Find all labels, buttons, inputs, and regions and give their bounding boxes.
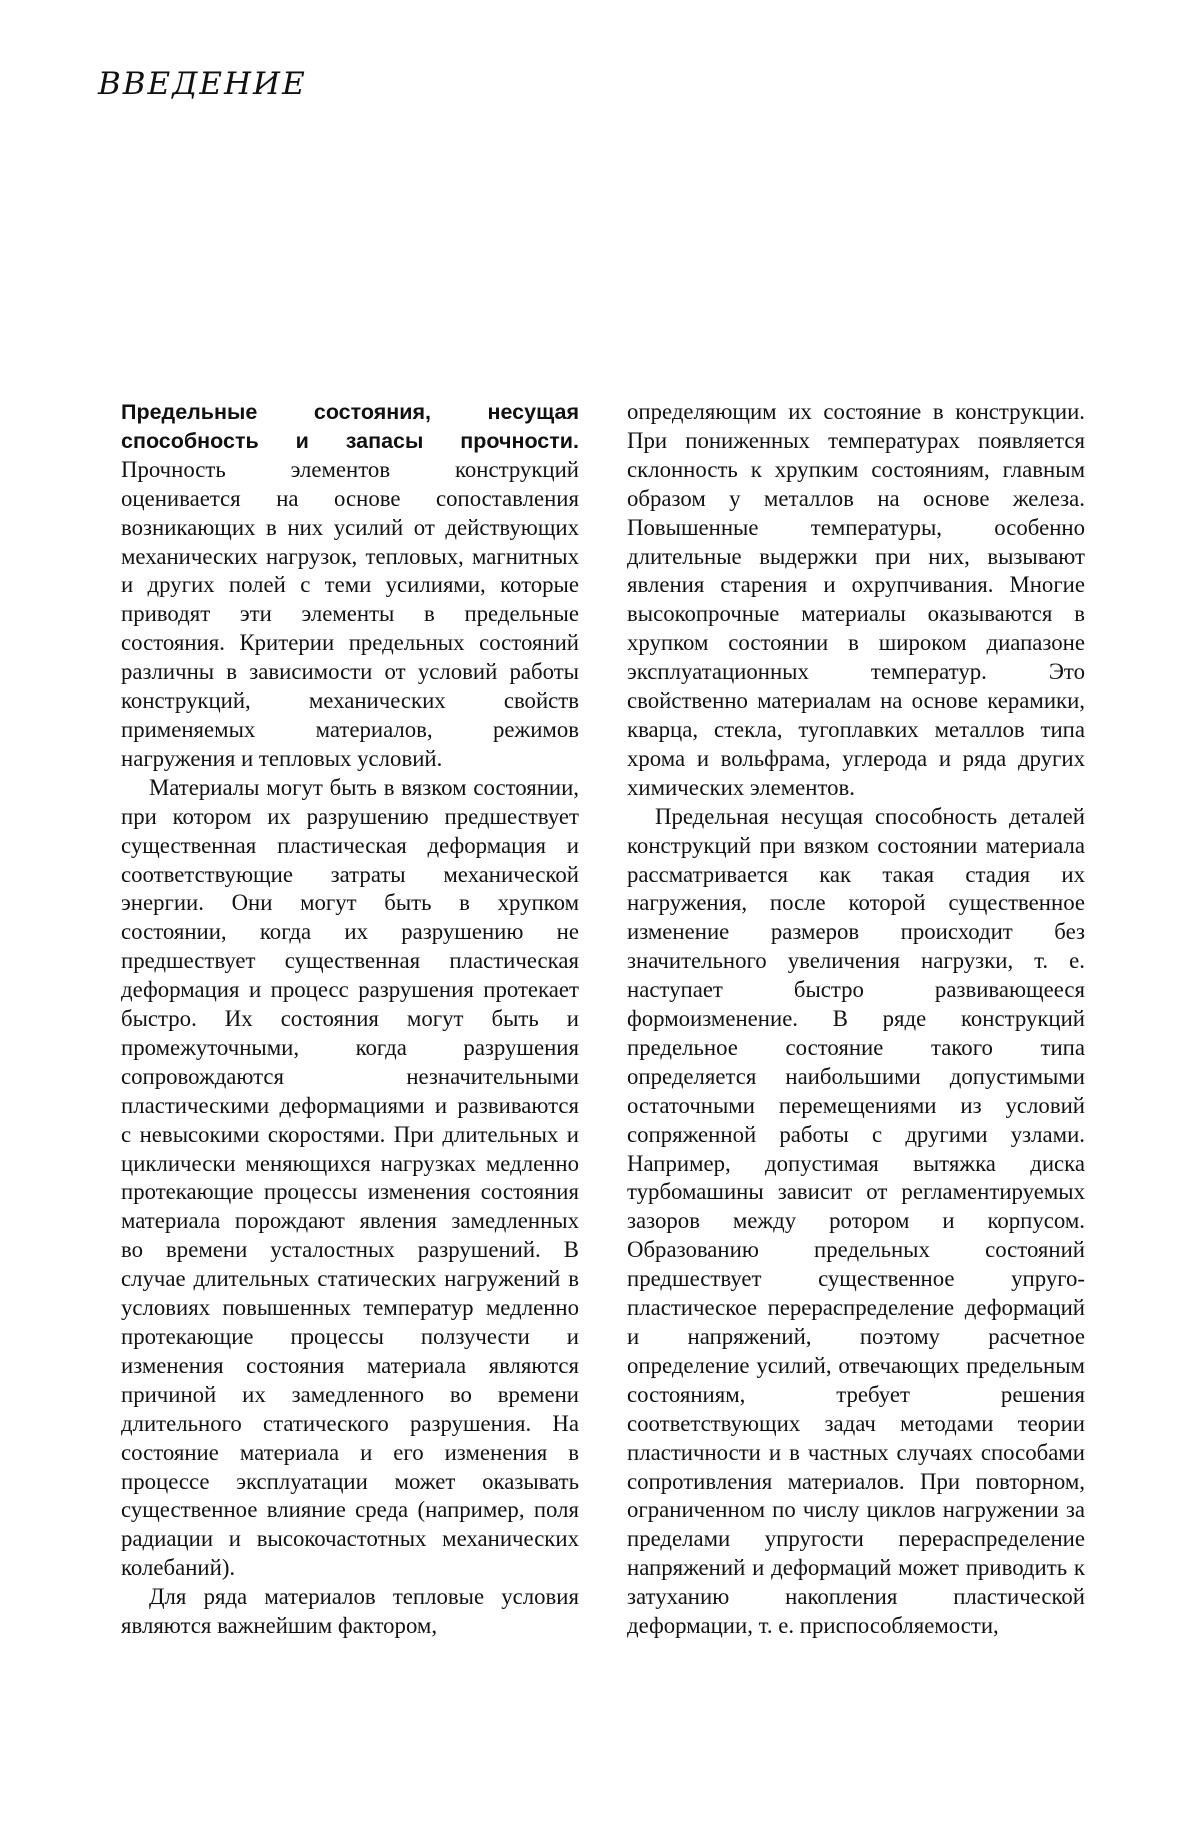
paragraph-limit-states [121, 398, 579, 774]
paragraph-load-capacity: Предельная несущая способность деталей конструкций при вязком состоянии материала рассматривается как такая стадия их нагружения, после которой существенное изменение размеров происходит без значительного увеличения нагрузки, т. е. наступает быстро развивающееся формоизменение. В ряде конструкций предельное состояние такого типа определяется наибольшими допустимыми остаточными перемещениями из условий сопряженной работы с другими узлами. Например, допустимая вытяжка диска турбомашины зависит от регламентируемых зазоров между ротором и корпусом. Образованию предельных состояний предшествует существенное упруго-пластическое перераспределение деформаций и напряжений, поэтому расчетное определение усилий, отвечающих предельным состояниям, требует решения соответствующих задач методами теории пластичности и в частных случаях способами сопротивления материалов. При повторном, ограниченном по числу циклов нагружении за пределами упругости перераспределение напряжений и деформаций может приводить к затуханию накопления пластической деформации, т. е. приспособляемости, [627, 803, 1085, 1639]
chapter-title: ВВЕДЕНИЕ [98, 66, 307, 102]
paragraph-thermal-conditions: Для ряда материалов тепловые условия являются важнейшим фактором, [121, 1584, 579, 1639]
right-text-column [627, 398, 1085, 1641]
run-in-heading: Предельные состояния, несущая способность и запасы прочности. [121, 400, 579, 453]
paragraph-material-states: Материалы могут быть в вязком состоянии, при котором их разрушению предшествует существенная пластическая деформация и соответствующие затраты механической энергии. Они могут быть в хрупком состоянии, когда их разрушению не предшествует существенная пластическая деформация и процесс разрушения протекает быстро. Их состояния могут быть и промежуточными, когда разрушения сопровождаются незначительными пластическими деформациями и развиваются с невысокими скоростями. При длительных и циклически меняющихся нагрузках медленно протекающие процессы изменения состояния материала порождают явления замедленных во времени усталостных разрушений. В случае длительных статических нагружений в условиях повышенных температур медленно протекающие процессы ползучести и изменения состояния материала являются причиной их замедленного во времени длительного статического разрушения. На состояние материала и его изменения в процессе эксплуатации может оказывать существенное влияние среда (например, поля радиации и высокочастотных механических колебаний). [121, 774, 579, 1581]
paragraph-continuation: определяющим их состояние в конструкции. При пониженных температурах появляется склонность к хрупким состояниям, главным образом у металлов на основе железа. Повышенные температуры, особенно длительные выдержки при них, вызывают явления старения и охрупчивания. Многие высокопрочные материалы оказываются в хрупком состоянии в широком диапазоне эксплуатационных температур. Это свойственно материалам на основе керамики, кварца, стекла, тугоплавких металлов типа хрома и вольфрама, углерода и ряда других химических элементов. [627, 399, 1085, 800]
paragraph-text: Прочность элементов конструкций оценивается на основе сопоставления возникающих в них усилий от действующих механических нагрузок, тепловых, магнитных и других полей с теми усилиями, которые приводят эти элементы в предельные состояния. Критерии предельных состояний различны в зависимости от условий работы конструкций, механических свойств применяемых материалов, режимов нагружения и тепловых условий. [121, 456, 579, 771]
left-text-column [121, 398, 579, 1641]
